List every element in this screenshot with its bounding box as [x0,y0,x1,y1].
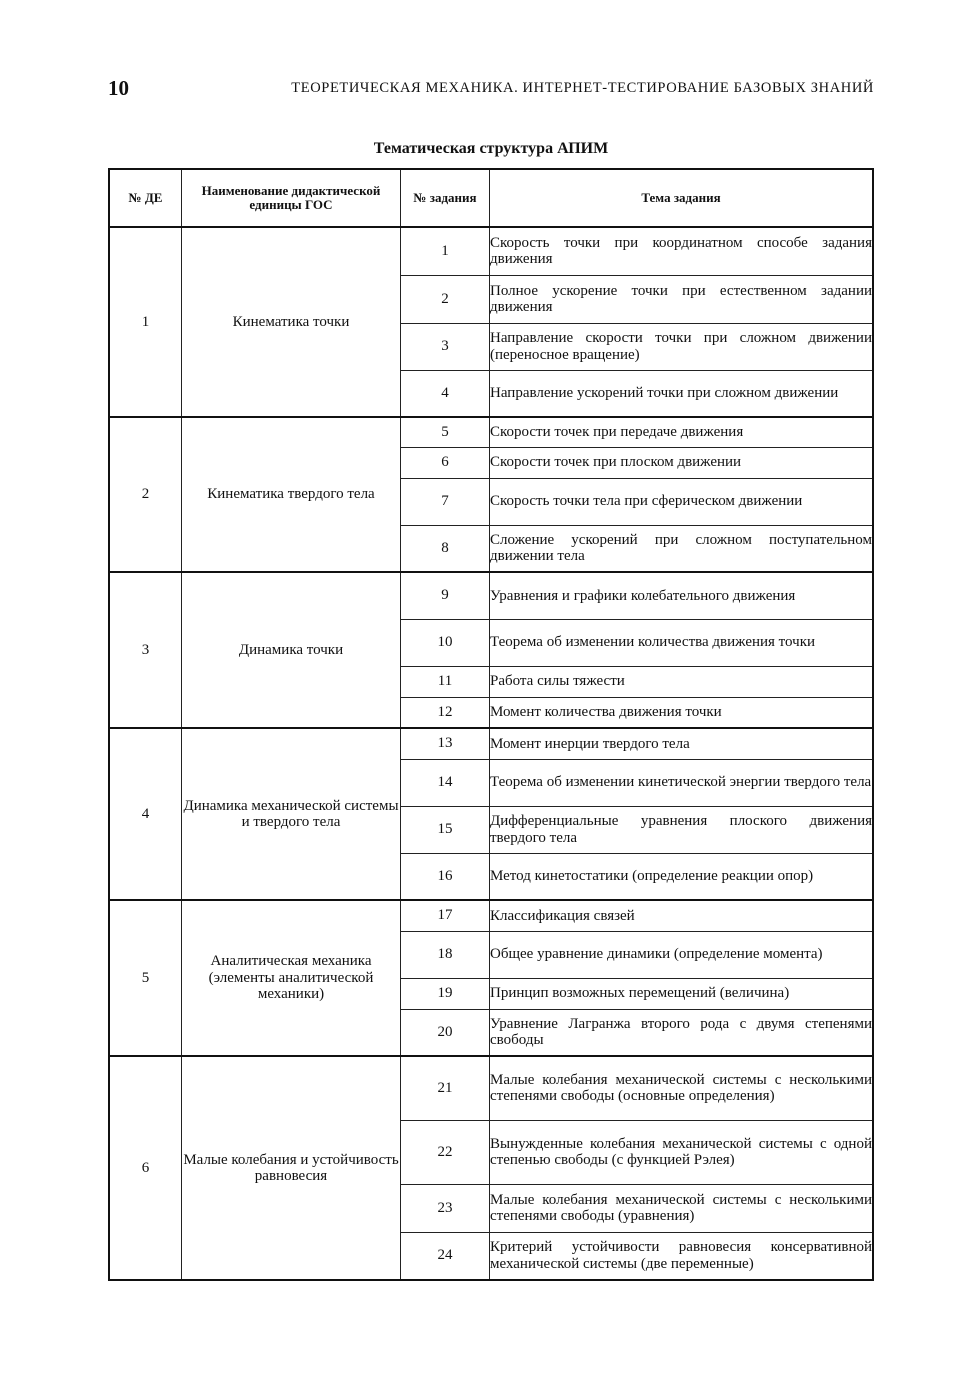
task-topic-cell: Принцип возможных перемещений (величина) [490,978,874,1009]
task-number-cell: 18 [401,931,490,978]
task-number-cell: 21 [401,1056,490,1120]
table-row [109,728,873,759]
task-number-cell: 19 [401,978,490,1009]
unit-name-cell: Аналитическая механика (элементы аналитической механики) [182,900,401,1056]
unit-name-cell: Кинематика твердого тела [182,417,401,572]
task-topic-cell: Теорема об изменении кинетической энергии твердого тела [490,759,874,806]
task-number-cell: 16 [401,853,490,900]
task-number-cell: 24 [401,1232,490,1280]
task-number-cell: 9 [401,572,490,619]
task-number-cell: 1 [401,227,490,275]
table-row [109,900,873,931]
running-header [108,76,874,102]
task-topic-cell: Направление ускорений точки при сложном движении [490,370,874,417]
task-number-cell: 22 [401,1120,490,1184]
task-number-cell: 12 [401,697,490,728]
task-topic-cell: Уравнения и графики колебательного движения [490,572,874,619]
task-topic-cell: Малые колебания механической системы с несколькими степенями свободы (основные определения) [490,1056,874,1120]
column-header-de: № ДЕ [109,169,182,227]
de-number-cell: 5 [109,900,182,1056]
task-topic-cell: Малые колебания механической системы с несколькими степенями свободы (уравнения) [490,1184,874,1232]
task-topic-cell: Общее уравнение динамики (определение момента) [490,931,874,978]
task-number-cell: 23 [401,1184,490,1232]
table-body [109,227,873,1280]
task-topic-cell: Классификация связей [490,900,874,931]
de-number-cell: 3 [109,572,182,728]
task-number-cell: 15 [401,806,490,853]
unit-name-cell: Динамика точки [182,572,401,728]
task-topic-cell: Сложение ускорений при сложном поступательном движении тела [490,525,874,572]
task-number-cell: 17 [401,900,490,931]
de-number-cell: 6 [109,1056,182,1280]
task-number-cell: 3 [401,323,490,370]
task-topic-cell: Теорема об изменении количества движения точки [490,619,874,666]
column-header-unit: Наименование дидактической единицы ГОС [182,169,401,227]
task-topic-cell: Метод кинетостатики (определение реакции опор) [490,853,874,900]
task-topic-cell: Скорость точки тела при сферическом движении [490,478,874,525]
unit-name-cell: Малые колебания и устойчивость равновесия [182,1056,401,1280]
column-header-topic: Тема задания [490,169,874,227]
task-topic-cell: Дифференциальные уравнения плоского движения твердого тела [490,806,874,853]
de-number-cell: 1 [109,227,182,417]
task-topic-cell: Уравнение Лагранжа второго рода с двумя степенями свободы [490,1009,874,1056]
column-header-task-number: № задания [401,169,490,227]
task-topic-cell: Момент инерции твердого тела [490,728,874,759]
unit-name-cell: Кинематика точки [182,227,401,417]
task-topic-cell: Скорость точки при координатном способе задания движения [490,227,874,275]
task-topic-cell: Критерий устойчивости равновесия консервативной механической системы (две переменные) [490,1232,874,1280]
apim-structure-table [108,168,874,1281]
task-topic-cell: Момент количества движения точки [490,697,874,728]
table-header [109,169,873,227]
task-topic-cell: Скорости точек при плоском движении [490,447,874,478]
task-number-cell: 14 [401,759,490,806]
task-topic-cell: Полное ускорение точки при естественном задании движения [490,275,874,323]
running-title: ТЕОРЕТИЧЕСКАЯ МЕХАНИКА. ИНТЕРНЕТ-ТЕСТИРОВАНИЕ БАЗОВЫХ ЗНАНИЙ [291,80,874,96]
de-number-cell: 4 [109,728,182,900]
unit-name-cell: Динамика механической системы и твердого тела [182,728,401,900]
table-row [109,227,873,275]
task-topic-cell: Работа силы тяжести [490,666,874,697]
task-topic-cell: Вынужденные колебания механической системы с одной степенью свободы (с функцией Рэлея) [490,1120,874,1184]
task-number-cell: 20 [401,1009,490,1056]
task-number-cell: 11 [401,666,490,697]
task-number-cell: 10 [401,619,490,666]
task-number-cell: 8 [401,525,490,572]
table-row [109,1056,873,1120]
page-number: 10 [108,76,129,100]
task-topic-cell: Скорости точек при передаче движения [490,417,874,447]
table-row [109,572,873,619]
task-topic-cell: Направление скорости точки при сложном движении (переносное вращение) [490,323,874,370]
task-number-cell: 13 [401,728,490,759]
table-title: Тематическая структура АПИМ [373,140,609,157]
task-number-cell: 6 [401,447,490,478]
table-row [109,417,873,447]
task-number-cell: 4 [401,370,490,417]
task-number-cell: 5 [401,417,490,447]
task-number-cell: 2 [401,275,490,323]
task-number-cell: 7 [401,478,490,525]
de-number-cell: 2 [109,417,182,572]
